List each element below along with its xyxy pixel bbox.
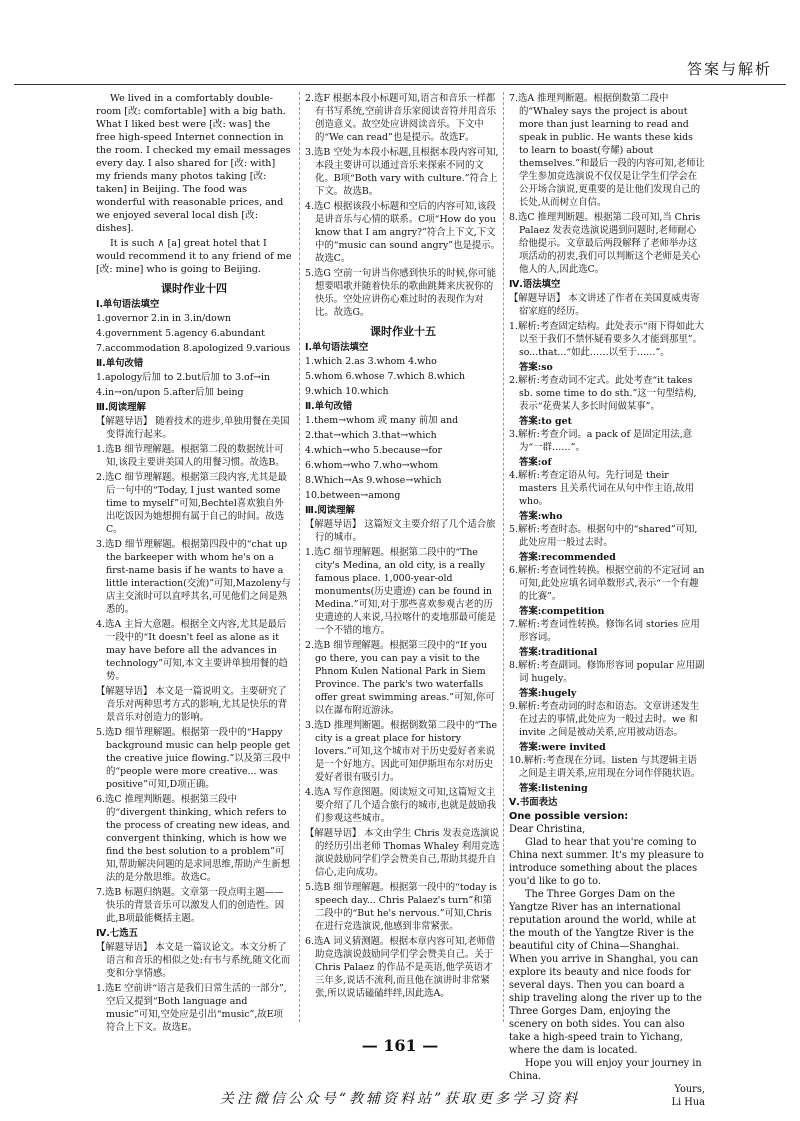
guide-note: 【解题导语】 本文由学生 Chris 发表竞选演说的经历引出老师 Thomas Whaley 利用竞选演说鼓励同学们学会赞美自己,帮助其提升自信心,走向成功。 bbox=[305, 828, 500, 878]
answer-line: 4.which→who 5.because→for bbox=[305, 445, 443, 456]
explanation: 6.选A 词义猜测题。根据本章内容可知,老师借助竞选演说鼓励同学们学会赞美自己。关于 Chris Palaez 的作品不是英语,他学英语才三年多,说话不流利,而且他在演讲时非常紧张,所以说话磕磕绊绊,因此选A。 bbox=[305, 936, 496, 999]
page-number: — 161 — bbox=[361, 1036, 439, 1055]
grammar-answer: 答案:competition bbox=[519, 606, 605, 617]
grammar-answer: 答案:so bbox=[519, 362, 553, 373]
guide-note: 【解题导语】 本文是一篇议论文。本文分析了语言和音乐的相似之处:有韦与系统,随文化而变和分享情感。 bbox=[96, 942, 291, 979]
grammar-answers bbox=[509, 320, 705, 795]
homework-14-title: 课时作业十四 bbox=[161, 282, 227, 295]
grammar-answer: 答案:hugely bbox=[519, 688, 577, 699]
explanation: 6.选C 推理判断题。根据第三段中的“divergent thinking, which refers to the process of creating new ideas, and convergent thinking, which is how we find the best solution to a problem”可知,帮助解决问题的是求同思维,帮助产生新想法的是分散思维。故选C。 bbox=[96, 794, 291, 883]
explanation: 3.选B 空处为本段小标题,且根据本段内容可知,本段主要讲可以通过音乐来探索不同的文化。B项“Both vary with culture.”符合上下文。故选B。 bbox=[305, 147, 499, 197]
essay-paragraph: It is such ∧ [a] great hotel that I would recommend it to any friend of me [改: mine] who is going to Beijing. bbox=[96, 238, 292, 275]
grammar-explanation: 4.解析:考查定语从句。先行词是 their masters 且关系代词在从句中作主语,故用 who。 bbox=[509, 470, 695, 507]
section-title: Ⅳ.七选五 bbox=[96, 928, 138, 939]
grammar-answer: 答案:recommended bbox=[519, 552, 616, 563]
grammar-explanation: 10.解析:考查现在分词。listen 与其逻辑主语之间是主谓关系,应用现在分词作伴随状语。 bbox=[509, 755, 701, 779]
grammar-answer: 答案:who bbox=[519, 511, 563, 522]
section-title: Ⅲ.阅读理解 bbox=[305, 505, 355, 516]
answer-line: 6.whom→who 7.who→whom bbox=[305, 460, 439, 471]
section-title: Ⅰ.单句语法填空 bbox=[305, 342, 369, 353]
letter-paragraph: Hope you will enjoy your journey in China. bbox=[509, 1058, 702, 1082]
grammar-explanation: 5.解析:考查时态。根据句中的“shared”可知,此处应用一般过去时。 bbox=[509, 524, 698, 548]
answer-line: 1.which 2.as 3.whom 4.who bbox=[305, 356, 437, 367]
letter-version: One possible version: bbox=[509, 811, 629, 822]
explanation: 3.选D 细节理解题。根据第四段中的“chat up the barkeeper with whom he's on a first-name basis if he wants to have a little interaction(交流)”可知,Mazoleny与店主交流时可以直呼其名,可见他们之间是熟悉的。 bbox=[96, 539, 291, 615]
explanation: 5.选B 细节理解题。根据第一段中的“today is speech day... Chris Palaez's turn”和第二段中的“But he's nervous.”可知,Chris 在进行竞选演说,他感到非常紧张。 bbox=[305, 882, 497, 932]
letter-signature: Li Hua bbox=[671, 1097, 705, 1108]
grammar-answer: 答案:to get bbox=[519, 416, 572, 427]
explanation: 4.选C 根据该段小标题和空后的内容可知,该段是讲音乐与心情的联系。C项“How do you know that I am angry?”符合上下文,下文中的“music can sound angry”也是提示。故选C。 bbox=[305, 201, 500, 264]
column-3 bbox=[509, 92, 705, 1109]
grammar-explanation: 7.解析:考查词性转换。修饰名词 stories 应用形容词。 bbox=[509, 619, 700, 643]
answer-line: 4.in→on/upon 5.after后加 being bbox=[96, 387, 244, 398]
letter-greeting: Dear Christina, bbox=[509, 824, 586, 835]
explanation: 4.选A 主旨大意题。根据全文内容,尤其是最后一段中的“It doesn't feel as alone as it may have before all the advances in technology”可知,本文主要讲单独用餐的趋势。 bbox=[96, 619, 288, 682]
grammar-explanation: 8.解析:考查副词。修饰形容词 popular 应用副词 hugely。 bbox=[509, 660, 705, 684]
explanation: 3.选D 推理判断题。根据倒数第二段中的“The city is a great place for history lovers.”可知,这个城市对于历史爱好者来说是一个好地方。因此可知伊斯坦布尔对历史爱好者很有吸引力。 bbox=[305, 720, 498, 783]
guide-note: 【解题导语】 本文讲述了作者在美国夏威夷寄宿家庭的经历。 bbox=[509, 293, 700, 317]
section-title: Ⅳ.语法填空 bbox=[509, 279, 561, 290]
section-title: Ⅰ.单句语法填空 bbox=[96, 299, 160, 310]
guide-note: 【解题导语】 这篇短文主要介绍了几个适合旅行的城市。 bbox=[305, 519, 496, 543]
guide-note: 【解题导语】 随着技术的进步,单独用餐在美国变得流行起来。 bbox=[96, 416, 290, 440]
explanation: 4.选A 写作意图题。阅读短文可知,这篇短文主要介绍了几个适合旅行的城市,也就是鼓励我们参观这些城市。 bbox=[305, 787, 497, 824]
letter-paragraph: The Three Gorges Dam on the Yangtze River has an international reputation around the world, while at the mouth of the Yangtze River is the beautiful city of China—Shanghai. When you arrive in Shanghai, you can explore its beauty and nice foods for several days. Then you can board a ship traveling along the river up to the Three Gorges Dam, enjoying the scenery on both sides. You can also take a high-speed train to Yichang, where the dam is located. bbox=[509, 889, 702, 1056]
explanation: 1.选B 细节理解题。根据第二段的数据统计可知,该段主要讲美国人的用餐习惯。故选B。 bbox=[96, 444, 285, 468]
grammar-answer: 答案:traditional bbox=[519, 647, 598, 658]
answer-line: 2.that→which 3.that→which bbox=[305, 430, 437, 441]
explanation: 2.选C 细节理解题。根据第三段内容,尤其是最后一句中的“Today, I just wanted some time to myself”可知,Bechtel喜欢独自外出吃饭因为她想拥有属于自己的时间。故选C。 bbox=[96, 472, 287, 535]
grammar-explanation: 1.解析:考查固定结构。此处表示“雨下得如此大以至于我们不禁怀疑看要多久才能到那里”。so...that...“如此……以至于……”。 bbox=[509, 321, 705, 358]
column-divider bbox=[503, 92, 504, 1022]
header-rule bbox=[14, 84, 786, 85]
answer-line: 10.between→among bbox=[305, 490, 401, 501]
grammar-explanation: 2.解析:考查动词不定式。此处考查“it takes sb. some time to do sth.”这一句型结构,表示“花费某人多长时间做某事”。 bbox=[509, 375, 697, 412]
explanation: 1.选E 空前讲“语言是我们日常生活的一部分”,空后又提到“Both language and music”可知,空处应是引出“music”,故E项符合上下文。故选E。 bbox=[96, 983, 287, 1033]
answer-line: 5.whom 6.whose 7.which 8.which bbox=[305, 371, 466, 382]
answer-line: 1.apology后加 to 2.but后加 to 3.of→in bbox=[96, 372, 271, 383]
letter-paragraph: Glad to hear that you're coming to China next summer. It's my pleasure to introduce something about the places you'd like to go to. bbox=[509, 837, 704, 887]
section-title: Ⅴ.书面表达 bbox=[509, 797, 558, 808]
grammar-answer: 答案:listening bbox=[519, 783, 588, 794]
answer-line: 9.which 10.which bbox=[305, 386, 389, 397]
section-title: Ⅲ.阅读理解 bbox=[96, 402, 146, 413]
section-title: Ⅱ.单句改错 bbox=[305, 401, 353, 412]
grammar-explanation: 6.解析:考查词性转换。根据空前的不定冠词 an 可知,此处应填名词单数形式,表示“一个有趣的比赛”。 bbox=[509, 565, 705, 602]
column-divider bbox=[299, 92, 300, 1022]
explanation: 7.选B 标题归纳题。文章第一段点明主题——快乐的背景音乐可以激发人们的创造性。因此,B项最能概括主题。 bbox=[96, 887, 285, 924]
grammar-answer: 答案:were invited bbox=[519, 742, 606, 753]
answer-line: 1.them→whom 或 many 前加 and bbox=[305, 415, 459, 426]
grammar-explanation: 3.解析:考查介词。a pack of 是固定用法,意为“一群……”。 bbox=[509, 429, 693, 453]
answer-line: 1.governor 2.in in 3.in/down bbox=[96, 313, 231, 324]
grammar-explanation: 9.解析:考查动词的时态和语态。文章讲述发生在过去的事情,此处应为一般过去时。we 和 invite 之间是被动关系,应用被动语态。 bbox=[509, 701, 700, 738]
essay-paragraph: We lived in a comfortably double-room [改: comfortable] with a big bath. What I liked best were [改: was] the free high-speed Internet connection in the room. I checked my email messages every day. I also shared for [改: with] my friends many photos taking [改: taken] in Beijing. The food was wonderful with reasonable prices, and we enjoyed several local dish [改: dishes]. bbox=[96, 93, 291, 234]
explanation: 2.选F 根据本段小标题可知,语言和音乐一样都有书写系统,空前讲音乐家阅读音符并用音乐创造意义。故空处应讲阅读音乐。下文中的“We can read”也是提示。故选F。 bbox=[305, 93, 497, 143]
explanation: 1.选C 细节理解题。根据第二段中的“The city's Medina, an old city, is a really famous place. 1,000-year-old monuments(历史遗迹) can be found in Medina.”可知,对于那些喜欢参观古老的历史遗迹的人来说,马拉喀什的麦地那最可能是一个不错的地方。 bbox=[305, 547, 497, 636]
answer-line: 4.government 5.agency 6.abundant bbox=[96, 328, 265, 339]
footer-note: 关注微信公众号“教辅资料站”获取更多学习资料 bbox=[219, 1091, 581, 1107]
header-title: 答案与解析 bbox=[686, 60, 772, 78]
homework-15-title: 课时作业十五 bbox=[370, 325, 436, 338]
guide-note: 【解题导语】 本文是一篇说明文。主要研究了音乐对两种思考方式的影响,尤其是快乐的背景音乐对创造力的影响。 bbox=[96, 686, 288, 723]
answer-line: 7.accommodation 8.apologized 9.various bbox=[96, 343, 291, 354]
explanation: 5.选D 细节理解题。根据第一段中的“Happy background music can help people get the creative juice flowing.”以及第三段中的“people were more creative... was positive”可知,D项正确。 bbox=[96, 727, 291, 790]
explanation: 5.选G 空前一句讲当你感到快乐的时候,你可能想要唱歌并随着快乐的歌曲跳舞来庆祝你的快乐。空处应讲伤心难过时的表现作为对比。故选G。 bbox=[305, 268, 497, 318]
section-title: Ⅱ.单句改错 bbox=[96, 358, 144, 369]
explanation: 8.选C 推理判断题。根据第二段可知,当 Chris Palaez 发表竞选演说遇到问题时,老师耐心给他提示。文章最后两段解释了老师举办这项活动的初衷,我们可以判断这个老师是关心他人的人,因此选C。 bbox=[509, 212, 701, 275]
column-1 bbox=[96, 92, 292, 1036]
column-2 bbox=[305, 92, 501, 1002]
answer-line: 8.Which→As 9.whose→which bbox=[305, 475, 442, 486]
explanation: 7.选A 推理判断题。根据倒数第二段中的“Whaley says the project is about more than just learning to read and speak in public. He wants these kids to learn to boast(夸耀) about themselves.”和最后一段的内容可知,老师让学生参加竞选演说不仅仅是让学生们学会在公开场合演说,更重要的是让他们发现自己的长处,从而树立自信。 bbox=[509, 93, 705, 208]
explanation: 2.选B 细节理解题。根据第三段中的“If you go there, you can pay a visit to the Phnom Kulen National Park in Siem Province. The park's two waterfalls offer great swimming areas.”可知,你可以在瀑布附近游泳。 bbox=[305, 640, 495, 716]
letter-closing: Yours, bbox=[674, 1084, 705, 1095]
grammar-answer: 答案:of bbox=[519, 457, 552, 468]
